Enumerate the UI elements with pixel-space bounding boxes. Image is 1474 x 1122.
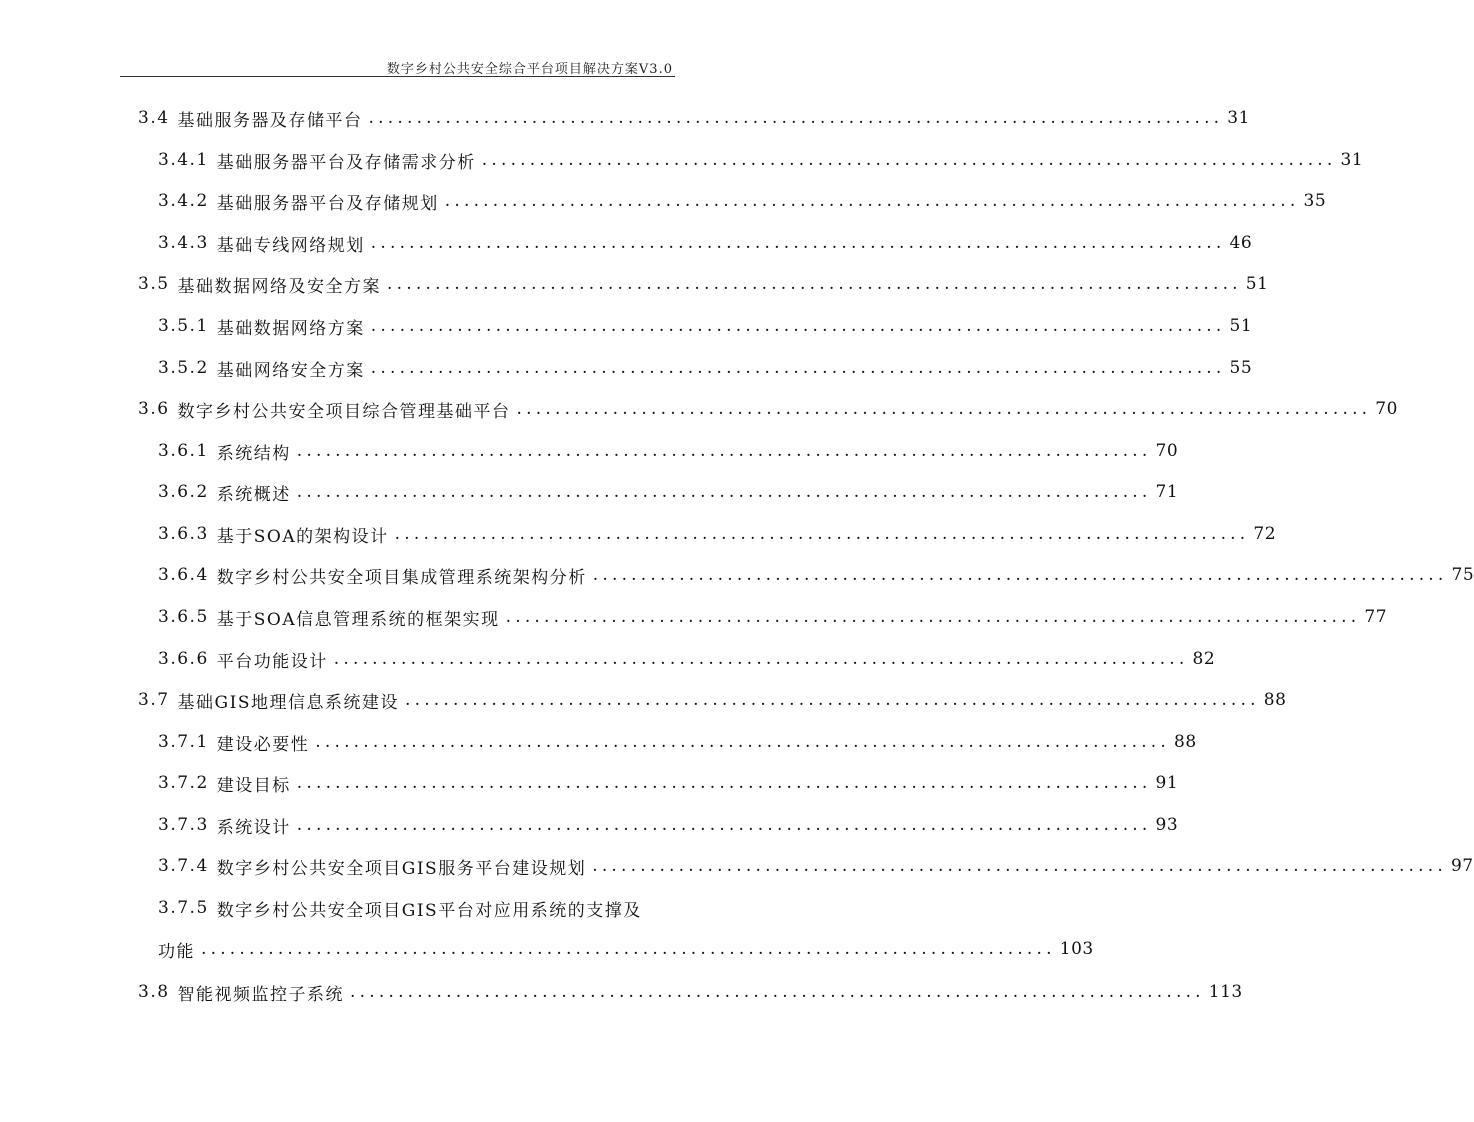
toc-entry[interactable]: [138, 395, 1398, 423]
toc-entry[interactable]: [158, 437, 1179, 465]
toc-entry-number: 3.4.2: [158, 191, 209, 211]
dot-leader: .........................................................................................: [370, 233, 1226, 253]
toc-entry[interactable]: [158, 478, 1179, 506]
toc-entry-number: 3.6.4: [158, 565, 209, 585]
toc-entry-page: 70: [1155, 441, 1179, 461]
toc-entry-number: 3.7.3: [158, 815, 209, 835]
toc-entry-title: 数字乡村公共安全项目GIS平台对应用系统的支撑及: [216, 900, 642, 921]
dot-leader: .........................................................................................: [394, 524, 1250, 544]
dot-leader: .........................................................................................: [481, 150, 1337, 170]
dot-leader: .........................................................................................: [370, 316, 1226, 336]
toc-entry-page: 51: [1229, 316, 1253, 336]
toc-entry[interactable]: [158, 229, 1253, 257]
toc-entry[interactable]: [138, 104, 1250, 132]
toc-entry-page: 113: [1208, 982, 1243, 1002]
toc-entry-page: 97: [1450, 856, 1474, 876]
toc-entry-page: 70: [1375, 399, 1398, 419]
toc-entry-page: 51: [1245, 274, 1269, 294]
toc-entry-number: 3.6.5: [158, 607, 209, 627]
dot-leader: .........................................................................................: [350, 982, 1205, 1002]
toc-entry-title: 系统设计: [216, 817, 291, 838]
toc-entry-title: 基础服务器平台及存储规划: [216, 193, 439, 214]
toc-entry[interactable]: [158, 561, 1474, 589]
dot-leader: .........................................................................................: [296, 815, 1152, 835]
toc-entry-number: 3.5.2: [158, 358, 209, 378]
toc-entry-continuation[interactable]: [158, 935, 1094, 963]
toc-entry[interactable]: [158, 645, 1216, 673]
toc-entry-page: 75: [1451, 565, 1474, 585]
toc-entry[interactable]: [158, 769, 1179, 797]
toc-entry-page: 55: [1229, 358, 1253, 378]
toc-entry-title: 基础数据网络及安全方案: [177, 276, 382, 297]
toc-entry-number: 3.4: [138, 108, 170, 128]
toc-entry[interactable]: [158, 187, 1327, 215]
toc-entry[interactable]: [158, 354, 1253, 382]
toc-entry-page: 93: [1155, 815, 1179, 835]
toc-entry-title: 基础数据网络方案: [216, 318, 365, 339]
dot-leader: .........................................................................................: [505, 607, 1361, 627]
toc-entry[interactable]: [138, 978, 1243, 1006]
toc-entry-title: 基础服务器及存储平台: [177, 110, 363, 131]
dot-leader: .........................................................................................: [315, 732, 1171, 752]
toc-entry-number: 3.5: [138, 274, 170, 294]
toc-entry-number: 3.7.4: [158, 856, 209, 876]
toc-entry-page: 82: [1192, 649, 1216, 669]
toc-entry-page: 35: [1303, 191, 1327, 211]
toc-entry-page: 91: [1155, 773, 1179, 793]
dot-leader: .........................................................................................: [444, 191, 1300, 211]
toc-entry-page: 31: [1340, 150, 1364, 170]
toc-entry-number: 3.6: [138, 399, 170, 419]
toc-entry-page: 88: [1263, 690, 1287, 710]
toc-entry[interactable]: [158, 146, 1364, 174]
header-title: 数字乡村公共安全综合平台项目解决方案V3.0: [386, 62, 673, 77]
dot-leader: .........................................................................................: [201, 939, 1056, 959]
toc-entry[interactable]: [138, 686, 1287, 714]
dot-leader: .........................................................................................: [368, 108, 1224, 128]
toc-entry-number: 3.6.3: [158, 524, 209, 544]
toc-entry-number: 3.4.3: [158, 233, 209, 253]
toc-entry[interactable]: [158, 603, 1388, 631]
toc-entry-title: 基础GIS地理信息系统建设: [177, 692, 399, 713]
toc-entry-title: 数字乡村公共安全项目集成管理系统架构分析: [216, 567, 587, 588]
dot-leader: .........................................................................................: [592, 565, 1448, 585]
toc-entry-number: 3.6.6: [158, 649, 209, 669]
toc-entry-page: 46: [1229, 233, 1253, 253]
toc-entry-title: 平台功能设计: [216, 651, 328, 672]
toc-entry-title: 数字乡村公共安全项目GIS服务平台建设规划: [216, 858, 587, 879]
toc-entry[interactable]: [158, 520, 1277, 548]
toc-entry-number: 3.7: [138, 690, 170, 710]
toc-entry-title: 建设必要性: [216, 734, 310, 755]
toc-entry-title: 基础专线网络规划: [216, 235, 365, 256]
toc-entry-title: 基础网络安全方案: [216, 360, 365, 381]
toc-entry-title: 基础服务器平台及存储需求分析: [216, 152, 476, 173]
toc-entry-title-continued: 功能: [158, 941, 195, 962]
toc-entry-page: 72: [1253, 524, 1277, 544]
dot-leader: .........................................................................................: [296, 482, 1152, 502]
toc-entry-title: 建设目标: [216, 775, 291, 796]
dot-leader: .........................................................................................: [405, 690, 1260, 710]
toc-entry-number: 3.5.1: [158, 316, 209, 336]
toc-entry-title: 智能视频监控子系统: [177, 984, 345, 1005]
toc-entry-title: 系统结构: [216, 443, 291, 464]
toc-entry-title: 系统概述: [216, 484, 291, 505]
dot-leader: .........................................................................................: [592, 856, 1447, 876]
toc-entry-number: 3.7.5: [158, 898, 209, 918]
dot-leader: .........................................................................................: [370, 358, 1226, 378]
toc-entry-page: 31: [1227, 108, 1250, 128]
toc-entry[interactable]: [158, 728, 1197, 756]
toc-entry-page: 88: [1174, 732, 1197, 752]
toc-entry-number: 3.7.2: [158, 773, 209, 793]
dot-leader: .........................................................................................: [296, 773, 1152, 793]
toc-entry-page: 71: [1155, 482, 1179, 502]
toc-entry-number: 3.6.1: [158, 441, 209, 461]
dot-leader: .........................................................................................: [516, 399, 1372, 419]
toc-entry-number: 3.4.1: [158, 150, 209, 170]
toc-entry[interactable]: [158, 312, 1253, 340]
dot-leader: .........................................................................................: [387, 274, 1242, 294]
toc-entry-title: 基于SOA信息管理系统的框架实现: [216, 609, 500, 630]
toc-entry-number: 3.6.2: [158, 482, 209, 502]
toc-entry-page: 103: [1059, 939, 1094, 959]
toc-entry[interactable]: [158, 894, 673, 922]
toc-entry-number: 3.8: [138, 982, 170, 1002]
toc-entry[interactable]: [158, 811, 1179, 839]
toc-entry[interactable]: [138, 270, 1269, 298]
toc-entry-page: 77: [1364, 607, 1388, 627]
dot-leader: .........................................................................................: [333, 649, 1189, 669]
toc-entry-title: 数字乡村公共安全项目综合管理基础平台: [177, 401, 511, 422]
toc-entry-number: 3.7.1: [158, 732, 209, 752]
dot-leader: .........................................................................................: [296, 441, 1152, 461]
toc-entry[interactable]: [158, 852, 1474, 880]
toc-entry-title: 基于SOA的架构设计: [216, 526, 389, 547]
